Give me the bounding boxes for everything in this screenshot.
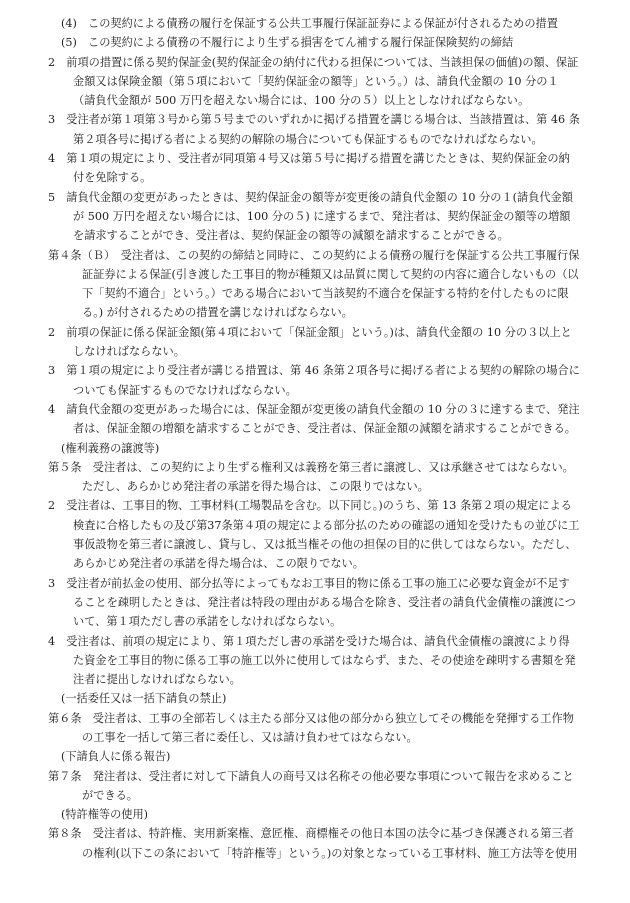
- article-5-paragraph-4: 4 受注者は、前項の規定により、第１項ただし書の承諾を受けた場合は、請負代金債権の譲渡により得た資金を工事目的物に係る工事の施工以外に使用してはならず、また、その使途を疎明する書類を発注者に提出しなければならない。: [48, 634, 576, 687]
- paragraph-5: 5 請負代金額の変更があったときは、契約保証金の額等が変更後の請負代金額の 10 分の１(請負代金額が 500 万円を超えない場合には、100 分の５) に達するまで、発注者は、契約保証金の額等の増額を請求することができ、受注者は、契約保証金の額等の減額を請求することができる。: [48, 190, 573, 243]
- caption-subcontract-ban: (一括委任又は一括下請負の禁止): [61, 692, 227, 706]
- paragraph-2: 2 前項の措置に係る契約保証金(契約保証金の納付に代わる担保については、当該担保の価値)の額、保証金額又は保険金額（第５項において「契約保証金の額等」という。）は、請負代金額の 10 分の１（請負代金額が 500 万円を超えない場合には、100 分の５）以上としなければならない。: [48, 55, 579, 108]
- article-5-paragraph-2: 2 受注者は、工事目的物、工事材料(工場製品を含む。以下同じ。)のうち、第 13 条第２項の規定による検査に合格したもの及び第37条第４項の規定による部分払のための確認の通知を受けたもの並びに工事仮設物を第三者に譲渡し、貸与し、又は抵当権その他の担保の目的に供してはならない。ただし、あらかじめ発注者の承諾を得た場合は、この限りでない。: [48, 499, 580, 571]
- article-4b-paragraph-4: 4 請負代金額の変更があった場合には、保証金額が変更後の請負代金額の 10 分の３に達するまで、発注者は、保証金額の増額を請求することができ、受注者は、保証金額の減額を請求することができる。: [48, 402, 580, 436]
- caption-patent-use: (特許権等の使用): [61, 808, 149, 822]
- article-4b: 第４条（Ｂ） 受注者は、この契約の締結と同時に、この契約による債務の履行を保証する公共工事履行保証証券による保証(引き渡した工事目的物が種類又は品質に関して契約の内容に適合しないもの（以下「契約不適合」という。）である場合において当該契約不適合を保証する特約を付したものに限る。) が付されるための措置を講じなければならない。: [48, 248, 580, 320]
- caption-subcontractor-report: (下請負人に係る報告): [61, 750, 171, 764]
- paragraph-3: 3 受注者が第１項第３号から第５号までのいずれかに掲げる措置を講じる場合は、当該措置は、第 46 条第２項各号に掲げる者による契約の解除の場合についても保証するものでなければならない。: [48, 113, 580, 146]
- article-5: 第５条 受注者は、この契約により生ずる権利又は義務を第三者に譲渡し、又は承継させてはならない。ただし、あらかじめ発注者の承諾を得た場合は、この限りではない。: [48, 460, 574, 494]
- paragraph-4: 4 第１項の規定により、受注者が同項第４号又は第５号に掲げる措置を講じたときは、契約保証金の納付を免除する。: [48, 152, 570, 185]
- article-8: 第８条 受注者は、特許権、実用新案権、意匠権、商標権その他日本国の法令に基づき保護される第三者の権利(以下この条において「特許権等」という。)の対象となっている工事材料、施工方法等を使用: [48, 827, 578, 860]
- article-5-paragraph-3: 3 受注者が前払金の使用、部分払等によってもなお工事目的物に係る工事の施工に必要な資金が不足することを疎明したときは、発注者は特段の理由がある場合を除き、受注者の請負代金債権の譲渡について、第１項ただし書の承諾をしなければならない。: [48, 576, 576, 629]
- article-7: 第７条 発注者は、受注者に対して下請負人の商号又は名称その他必要な事項について報告を求めることができる。: [48, 769, 574, 802]
- clause-item-4: (4) この契約による債務の履行を保証する公共工事履行保証証券による保証が付されるための措置: [61, 17, 558, 30]
- article-4b-paragraph-3: 3 第１項の規定により受注者が講じる措置は、第 46 条第２項各号に掲げる者による契約の解除の場合についても保証するものでなければならない。: [48, 364, 580, 397]
- clause-item-5: (5) この契約による債務の不履行により生ずる損害をてん補する履行保証保険契約の締結: [61, 36, 514, 50]
- caption-transfer-of-rights: (権利義務の譲渡等): [61, 441, 160, 455]
- article-6: 第６条 受注者は、工事の全部若しくは主たる部分又は他の部分から独立してその機能を発揮する工作物の工事を一括して第三者に委任し、又は請け負わせてはならない。: [48, 711, 574, 744]
- article-4b-paragraph-2: 2 前項の保証に係る保証金額(第４項において「保証金額」という。)は、請負代金額の 10 分の３以上としなければならない。: [48, 325, 572, 359]
